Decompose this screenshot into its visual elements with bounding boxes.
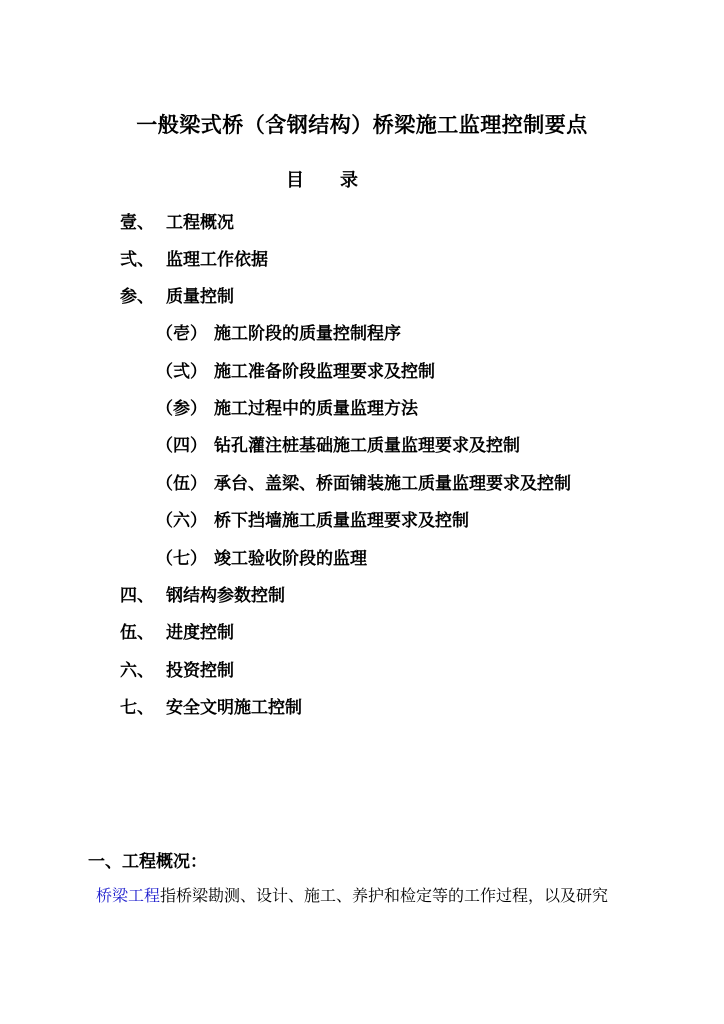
toc-item-label: 施工准备阶段监理要求及控制	[214, 362, 435, 382]
toc-item-label: 质量控制	[166, 287, 234, 307]
toc-item-number: （壱）	[156, 324, 207, 344]
toc-item-number: 弍、	[120, 250, 154, 270]
toc-item-number: 参、	[120, 287, 154, 307]
toc-item-number: 伍、	[120, 623, 154, 643]
toc-subitem[interactable]	[156, 361, 435, 383]
toc-item[interactable]	[120, 697, 302, 719]
toc-subitem[interactable]	[156, 435, 520, 457]
toc-item[interactable]	[120, 660, 234, 682]
toc-item-number: （四）	[156, 436, 207, 456]
toc-item-number: （伍）	[156, 474, 207, 494]
toc-subitem[interactable]	[156, 473, 571, 495]
toc-item-number: （六）	[156, 511, 207, 531]
toc-heading	[286, 166, 358, 192]
toc-subitem[interactable]	[156, 510, 469, 532]
toc-item-label: 投资控制	[166, 661, 234, 681]
toc-subitem[interactable]	[156, 398, 418, 420]
toc-heading-right: 录	[340, 170, 358, 191]
toc-item-label: 施工阶段的质量控制程序	[214, 324, 401, 344]
document-title: 一般梁式桥（含钢结构）桥梁施工监理控制要点	[136, 113, 588, 137]
toc-item-label: 安全文明施工控制	[166, 698, 302, 718]
toc-item-number: 七、	[120, 698, 154, 718]
toc-item-label: 竣工验收阶段的监理	[214, 549, 367, 569]
toc-item[interactable]	[120, 585, 285, 607]
toc-item[interactable]	[120, 622, 234, 644]
toc-subitem[interactable]	[156, 548, 367, 570]
toc-item-number: （七）	[156, 549, 207, 569]
toc-item-number: 六、	[120, 661, 154, 681]
toc-item-label: 施工过程中的质量监理方法	[214, 399, 418, 419]
toc-item-label: 承台、盖梁、桥面铺装施工质量监理要求及控制	[214, 474, 571, 494]
section-body-text	[96, 883, 608, 906]
toc-subitem[interactable]	[156, 323, 401, 345]
toc-item[interactable]	[120, 249, 268, 271]
toc-item-number: （弍）	[156, 362, 207, 382]
toc-item-label: 工程概况	[166, 213, 234, 233]
toc-item-label: 钻孔灌注桩基础施工质量监理要求及控制	[214, 436, 520, 456]
toc-item[interactable]	[120, 286, 234, 308]
toc-item-label: 桥下挡墙施工质量监理要求及控制	[214, 511, 469, 531]
section-heading: 一、工程概况：	[88, 852, 207, 872]
toc-item-number: （参）	[156, 399, 207, 419]
toc-item-label: 进度控制	[166, 623, 234, 643]
toc-heading-left: 目	[286, 170, 304, 191]
toc-item-number: 壹、	[120, 213, 154, 233]
toc-item-number: 四、	[120, 586, 154, 606]
toc-item[interactable]	[120, 212, 234, 234]
toc-item-label: 钢结构参数控制	[166, 586, 285, 606]
toc-item-label: 监理工作依据	[166, 250, 268, 270]
body-text-content: 指桥梁勘测、设计、施工、养护和检定等的工作过程，以及研究	[160, 886, 609, 905]
bridge-engineering-link[interactable]: 桥梁工程	[96, 886, 161, 905]
